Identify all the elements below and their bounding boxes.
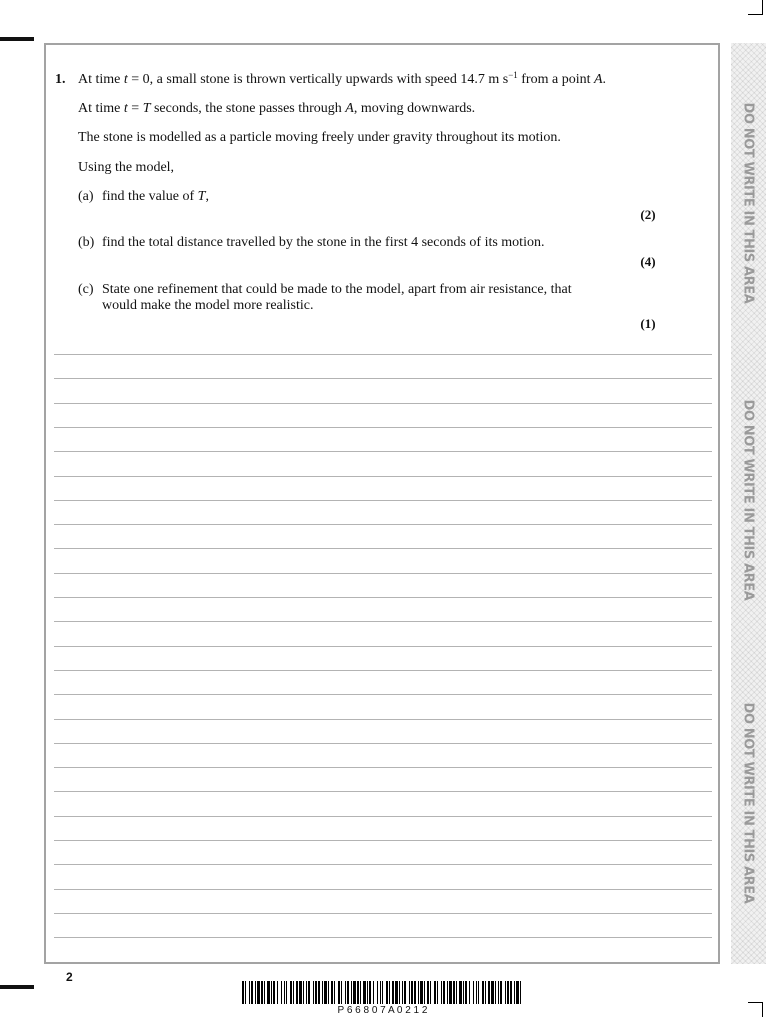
barcode-bar <box>465 981 467 1004</box>
barcode-bar <box>373 981 374 1004</box>
question-line-2: At time t = T seconds, the stone passes through A, moving downwards. <box>78 101 476 116</box>
barcode-bar <box>281 981 282 1004</box>
barcode-bar <box>507 981 509 1004</box>
barcode-bar <box>299 981 302 1004</box>
barcode-bar <box>505 981 506 1004</box>
barcode-bar <box>267 981 270 1004</box>
answer-line <box>54 548 712 549</box>
answer-line <box>54 500 712 501</box>
barcode-bar <box>404 981 406 1004</box>
barcode-bar <box>296 981 298 1004</box>
answer-line <box>54 354 712 355</box>
answer-line <box>54 451 712 452</box>
barcode-bar <box>293 981 294 1004</box>
barcode <box>242 981 523 1004</box>
barcode-bar <box>414 981 416 1004</box>
barcode-bar <box>495 981 496 1004</box>
barcode-bar <box>284 981 285 1004</box>
barcode-bar <box>271 981 272 1004</box>
answer-line <box>54 573 712 574</box>
answer-line <box>54 524 712 525</box>
barcode-bar <box>411 981 413 1004</box>
answer-line <box>54 670 712 671</box>
barcode-bar <box>459 981 462 1004</box>
answer-line <box>54 646 712 647</box>
barcode-bar <box>418 981 419 1004</box>
question-part-c: (c) State one refinement that could be made to the model, apart from air resistance, that would make the model more realistic. <box>78 282 572 313</box>
barcode-bar <box>328 981 329 1004</box>
answer-line <box>54 719 712 720</box>
question-part-a: (a) find the value of T, <box>78 189 209 204</box>
barcode-bar <box>463 981 464 1004</box>
barcode-bar <box>277 981 278 1004</box>
part-label: (b) <box>78 235 95 250</box>
barcode-bar <box>386 981 388 1004</box>
barcode-bar <box>516 981 519 1004</box>
barcode-bar <box>286 981 287 1004</box>
edge-mark-bottom-left <box>0 985 34 989</box>
barcode-bar <box>402 981 403 1004</box>
barcode-bar <box>347 981 349 1004</box>
barcode-bar <box>318 981 320 1004</box>
barcode-bar <box>313 981 314 1004</box>
barcode-bar <box>351 981 352 1004</box>
answer-line <box>54 791 712 792</box>
barcode-bar <box>437 981 438 1004</box>
barcode-text: P 6 6 8 0 7 A 0 2 1 2 <box>337 1005 428 1016</box>
barcode-bar <box>424 981 425 1004</box>
barcode-bar <box>420 981 423 1004</box>
barcode-bar <box>427 981 429 1004</box>
question-number: 1. <box>55 72 66 87</box>
barcode-bar <box>353 981 356 1004</box>
marks-part-b: (4) <box>640 254 656 269</box>
barcode-bar <box>251 981 253 1004</box>
barcode-bar <box>245 981 246 1004</box>
barcode-bar <box>399 981 400 1004</box>
edge-mark-top-left <box>0 37 34 41</box>
barcode-bar <box>409 981 410 1004</box>
crop-mark-bottom-right <box>748 1002 763 1017</box>
answer-line <box>54 864 712 865</box>
barcode-bar <box>498 981 499 1004</box>
barcode-bar <box>369 981 371 1004</box>
do-not-write-strip <box>731 43 766 964</box>
marks-part-c: (1) <box>640 316 656 331</box>
answer-line <box>54 694 712 695</box>
barcode-bar <box>322 981 323 1004</box>
barcode-bar <box>478 981 479 1004</box>
answer-line <box>54 937 712 938</box>
barcode-bar <box>389 981 390 1004</box>
question-line-4: Using the model, <box>78 160 175 175</box>
answer-line <box>54 597 712 598</box>
barcode-bar <box>476 981 477 1004</box>
barcode-bar <box>315 981 317 1004</box>
barcode-bar <box>306 981 307 1004</box>
barcode-bar <box>441 981 442 1004</box>
barcode-bar <box>334 981 335 1004</box>
barcode-bar <box>469 981 470 1004</box>
barcode-bar <box>520 981 521 1004</box>
barcode-bar <box>264 981 265 1004</box>
answer-line <box>54 378 712 379</box>
barcode-bar <box>290 981 292 1004</box>
barcode-bar <box>485 981 486 1004</box>
marks-part-a: (2) <box>640 207 656 222</box>
barcode-bar <box>514 981 515 1004</box>
answer-line <box>54 816 712 817</box>
barcode-bar <box>434 981 436 1004</box>
barcode-bar <box>395 981 398 1004</box>
answer-lines[interactable] <box>54 354 712 944</box>
barcode-bar <box>357 981 359 1004</box>
barcode-bar <box>377 981 378 1004</box>
barcode-bar <box>338 981 340 1004</box>
barcode-bar <box>257 981 260 1004</box>
question-part-b: (b) find the total distance travelled by the stone in the first 4 seconds of its motion. <box>78 235 545 250</box>
answer-line <box>54 476 712 477</box>
barcode-bar <box>303 981 304 1004</box>
barcode-bar <box>261 981 263 1004</box>
barcode-bar <box>345 981 346 1004</box>
barcode-bar <box>324 981 327 1004</box>
do-not-write-label: DO NOT WRITE IN THIS AREA <box>740 102 756 304</box>
barcode-bar <box>380 981 381 1004</box>
barcode-bar <box>367 981 368 1004</box>
barcode-bar <box>453 981 455 1004</box>
barcode-bar <box>473 981 474 1004</box>
barcode-bar <box>273 981 275 1004</box>
part-label: (c) <box>78 282 94 297</box>
barcode-bar <box>482 981 484 1004</box>
crop-mark-top-right <box>748 0 763 15</box>
answer-line <box>54 767 712 768</box>
answer-line <box>54 621 712 622</box>
barcode-bar <box>331 981 333 1004</box>
barcode-bar <box>447 981 448 1004</box>
barcode-bar <box>341 981 342 1004</box>
answer-line <box>54 889 712 890</box>
barcode-bar <box>255 981 256 1004</box>
barcode-bar <box>392 981 394 1004</box>
question-line-1: At time t = 0, a small stone is thrown vertically upwards with speed 14.7 m $s^{-1}$ from a point A. <box>78 70 607 87</box>
answer-line <box>54 913 712 914</box>
barcode-bar <box>382 981 383 1004</box>
barcode-bar <box>500 981 502 1004</box>
answer-line <box>54 743 712 744</box>
do-not-write-label: DO NOT WRITE IN THIS AREA <box>740 399 756 601</box>
barcode-bar <box>456 981 457 1004</box>
question-line-3: The stone is modelled as a particle moving freely under gravity throughout its motion. <box>78 130 561 145</box>
barcode-bar <box>249 981 250 1004</box>
barcode-bar <box>360 981 361 1004</box>
barcode-bar <box>308 981 310 1004</box>
page-number: 2 <box>66 970 73 984</box>
barcode-bar <box>510 981 512 1004</box>
barcode-bar <box>491 981 494 1004</box>
barcode-bar <box>430 981 431 1004</box>
barcode-bar <box>449 981 452 1004</box>
answer-line <box>54 840 712 841</box>
barcode-bar <box>443 981 445 1004</box>
answer-line <box>54 427 712 428</box>
do-not-write-label: DO NOT WRITE IN THIS AREA <box>740 702 756 904</box>
answer-line <box>54 403 712 404</box>
barcode-bar <box>363 981 366 1004</box>
barcode-bar <box>488 981 490 1004</box>
barcode-bar <box>242 981 244 1004</box>
part-label: (a) <box>78 189 94 204</box>
